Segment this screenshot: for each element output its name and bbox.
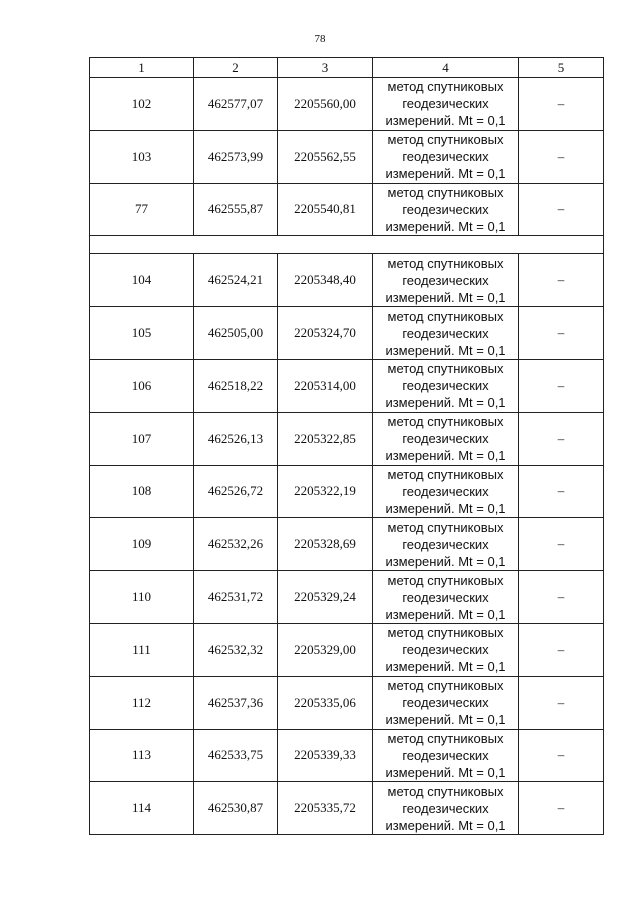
point-cell: 107 (90, 412, 194, 465)
point-cell: 112 (90, 676, 194, 729)
point-cell: 77 (90, 183, 194, 236)
x-coordinate-cell: 462530,87 (194, 782, 278, 835)
x-coordinate-cell: 462518,22 (194, 359, 278, 412)
x-coordinate-cell: 462531,72 (194, 571, 278, 624)
method-text-line: измерений. Mt = 0,1 (385, 166, 506, 182)
y-coordinate-cell: 2205328,69 (278, 518, 373, 571)
method-text-line: измерений. Mt = 0,1 (385, 500, 506, 516)
method-text-line: геодезических (402, 483, 489, 499)
method-text-line: метод спутниковых (387, 414, 504, 430)
point-cell: 103 (90, 130, 194, 183)
note-cell: – (519, 518, 604, 571)
method-text-line: метод спутниковых (387, 783, 504, 799)
point-cell: 110 (90, 571, 194, 624)
point-cell: 105 (90, 307, 194, 360)
note-cell: – (519, 254, 604, 307)
method-text-line: геодезических (402, 589, 489, 605)
x-coordinate-cell: 462505,00 (194, 307, 278, 360)
y-coordinate-cell: 2205322,19 (278, 465, 373, 518)
method-text-line: геодезических (402, 536, 489, 552)
table-row (90, 729, 604, 782)
y-coordinate-cell: 2205335,06 (278, 676, 373, 729)
method-text-line: геодезических (402, 642, 489, 658)
table-row (90, 465, 604, 518)
table-row (90, 571, 604, 624)
x-coordinate-cell: 462555,87 (194, 183, 278, 236)
x-coordinate-cell: 462577,07 (194, 78, 278, 131)
method-cell (373, 412, 519, 465)
table-row (90, 623, 604, 676)
method-text-line: метод спутниковых (387, 184, 504, 200)
method-text-line: измерений. Mt = 0,1 (385, 113, 506, 129)
note-cell: – (519, 307, 604, 360)
method-text-line: метод спутниковых (387, 132, 504, 148)
section-separator-row (90, 236, 604, 254)
method-cell (373, 359, 519, 412)
y-coordinate-cell: 2205329,00 (278, 623, 373, 676)
page-number: 78 (314, 33, 326, 45)
point-cell: 111 (90, 623, 194, 676)
table-row (90, 412, 604, 465)
note-cell: – (519, 623, 604, 676)
y-coordinate-cell: 2205335,72 (278, 782, 373, 835)
x-coordinate-cell: 462532,32 (194, 623, 278, 676)
note-cell: – (519, 359, 604, 412)
method-text-line: метод спутниковых (387, 255, 504, 271)
y-coordinate-cell: 2205348,40 (278, 254, 373, 307)
method-cell (373, 183, 519, 236)
method-cell (373, 782, 519, 835)
note-cell: – (519, 78, 604, 131)
header-col-1: 1 (90, 58, 194, 78)
method-cell (373, 676, 519, 729)
table-row (90, 130, 604, 183)
method-text-line: геодезических (402, 96, 489, 112)
method-text-line: метод спутниковых (387, 519, 504, 535)
y-coordinate-cell: 2205324,70 (278, 307, 373, 360)
method-text-line: метод спутниковых (387, 361, 504, 377)
table-row (90, 359, 604, 412)
y-coordinate-cell: 2205314,00 (278, 359, 373, 412)
method-text-line: геодезических (402, 378, 489, 394)
note-cell: – (519, 412, 604, 465)
method-text-line: геодезических (402, 695, 489, 711)
x-coordinate-cell: 462532,26 (194, 518, 278, 571)
method-text-line: геодезических (402, 149, 489, 165)
method-text-line: измерений. Mt = 0,1 (385, 764, 506, 780)
method-cell (373, 307, 519, 360)
method-text-line: метод спутниковых (387, 730, 504, 746)
method-cell (373, 254, 519, 307)
point-cell: 113 (90, 729, 194, 782)
note-cell: – (519, 729, 604, 782)
header-col-2: 2 (194, 58, 278, 78)
y-coordinate-cell: 2205540,81 (278, 183, 373, 236)
note-cell: – (519, 571, 604, 624)
method-cell (373, 518, 519, 571)
point-cell: 114 (90, 782, 194, 835)
x-coordinate-cell: 462533,75 (194, 729, 278, 782)
method-text-line: метод спутниковых (387, 678, 504, 694)
header-col-4: 4 (373, 58, 519, 78)
table-row (90, 307, 604, 360)
method-cell (373, 571, 519, 624)
x-coordinate-cell: 462524,21 (194, 254, 278, 307)
method-cell (373, 130, 519, 183)
method-text-line: измерений. Mt = 0,1 (385, 395, 506, 411)
point-cell: 102 (90, 78, 194, 131)
method-text-line: геодезических (402, 800, 489, 816)
section-separator-cell (90, 236, 604, 254)
method-text-line: геодезических (402, 747, 489, 763)
method-text-line: измерений. Mt = 0,1 (385, 342, 506, 358)
table-row (90, 676, 604, 729)
note-cell: – (519, 183, 604, 236)
method-text-line: измерений. Mt = 0,1 (385, 659, 506, 675)
x-coordinate-cell: 462573,99 (194, 130, 278, 183)
table-row (90, 518, 604, 571)
method-text-line: метод спутниковых (387, 572, 504, 588)
method-text-line: метод спутниковых (387, 625, 504, 641)
method-text-line: метод спутниковых (387, 466, 504, 482)
method-text-line: измерений. Mt = 0,1 (385, 606, 506, 622)
x-coordinate-cell: 462526,72 (194, 465, 278, 518)
x-coordinate-cell: 462526,13 (194, 412, 278, 465)
method-text-line: измерений. Mt = 0,1 (385, 289, 506, 305)
method-cell (373, 729, 519, 782)
method-text-line: измерений. Mt = 0,1 (385, 817, 506, 833)
header-col-5: 5 (519, 58, 604, 78)
y-coordinate-cell: 2205329,24 (278, 571, 373, 624)
table-row (90, 183, 604, 236)
table-row (90, 782, 604, 835)
method-text-line: метод спутниковых (387, 79, 504, 95)
point-cell: 106 (90, 359, 194, 412)
note-cell: – (519, 782, 604, 835)
table-header-row (90, 58, 604, 78)
method-cell (373, 78, 519, 131)
note-cell: – (519, 676, 604, 729)
point-cell: 108 (90, 465, 194, 518)
method-text-line: геодезических (402, 325, 489, 341)
method-text-line: геодезических (402, 431, 489, 447)
method-text-line: измерений. Mt = 0,1 (385, 553, 506, 569)
method-text-line: измерений. Mt = 0,1 (385, 218, 506, 234)
y-coordinate-cell: 2205562,55 (278, 130, 373, 183)
point-cell: 104 (90, 254, 194, 307)
note-cell: – (519, 130, 604, 183)
method-text-line: геодезических (402, 201, 489, 217)
coordinates-table (89, 57, 604, 835)
method-cell (373, 465, 519, 518)
note-cell: – (519, 465, 604, 518)
y-coordinate-cell: 2205339,33 (278, 729, 373, 782)
header-col-3: 3 (278, 58, 373, 78)
table-row (90, 78, 604, 131)
method-text-line: метод спутниковых (387, 308, 504, 324)
method-text-line: измерений. Mt = 0,1 (385, 448, 506, 464)
y-coordinate-cell: 2205322,85 (278, 412, 373, 465)
method-text-line: измерений. Mt = 0,1 (385, 712, 506, 728)
x-coordinate-cell: 462537,36 (194, 676, 278, 729)
point-cell: 109 (90, 518, 194, 571)
table-row (90, 254, 604, 307)
method-text-line: геодезических (402, 272, 489, 288)
y-coordinate-cell: 2205560,00 (278, 78, 373, 131)
method-cell (373, 623, 519, 676)
